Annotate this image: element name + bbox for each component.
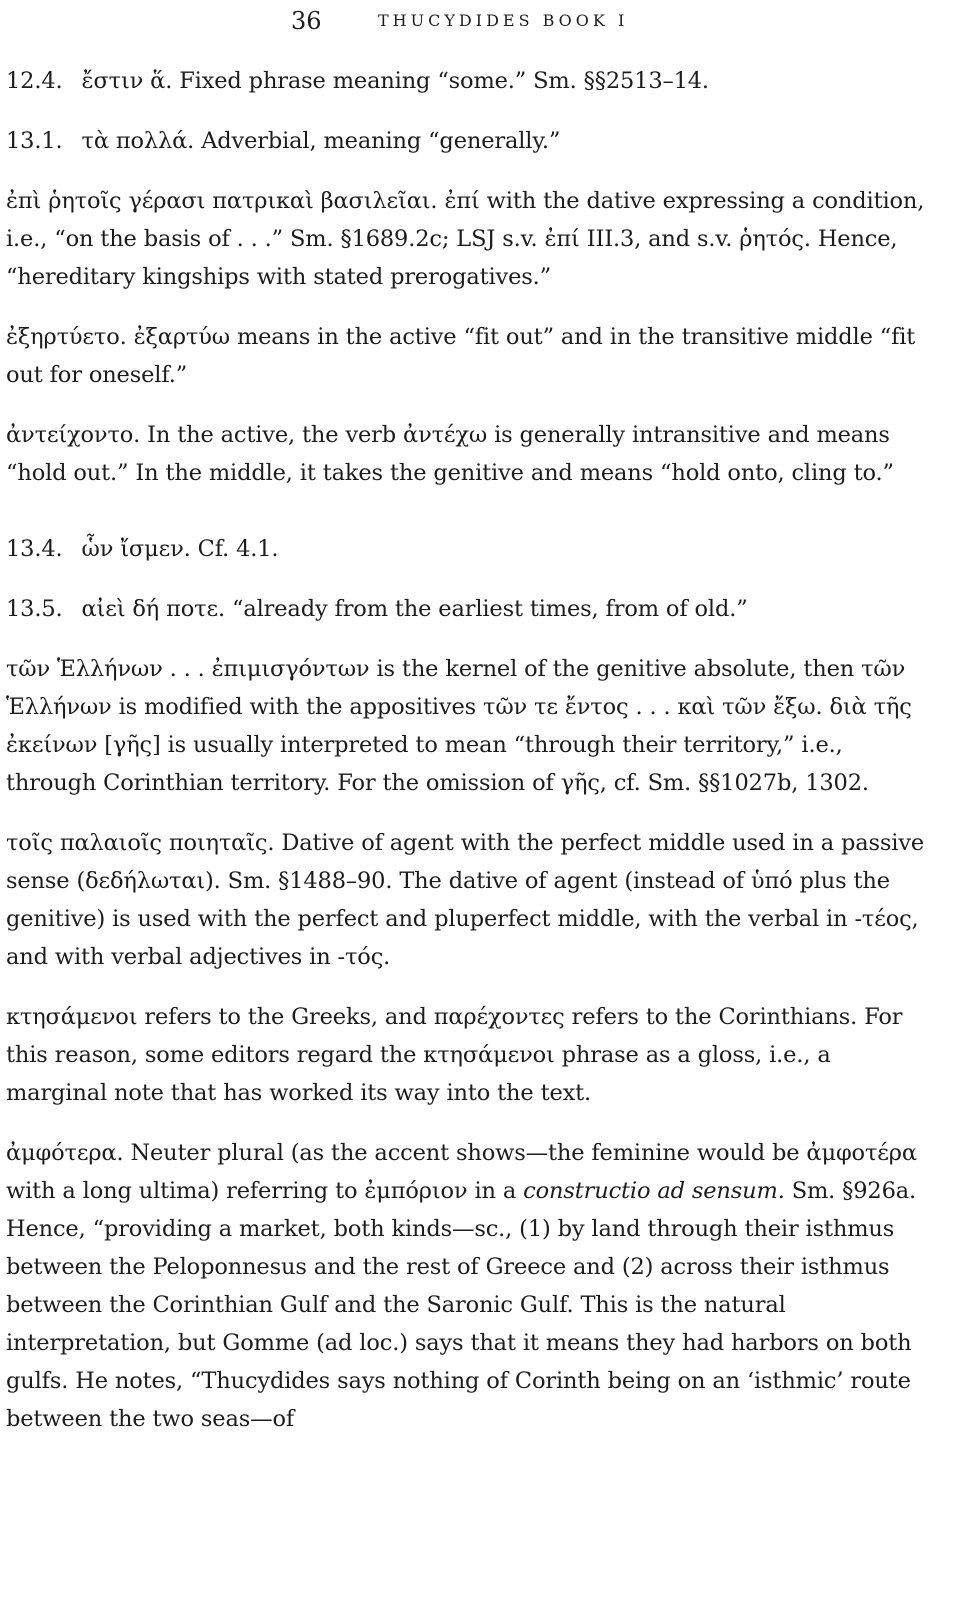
- greek-lemma: ἐπὶ ῥητοῖς γέρασι πατρικαὶ βασιλεῖαι.: [6, 188, 438, 214]
- greek-lemma: ἀμφότερα.: [6, 1140, 124, 1166]
- greek-lemma: ἔστιν ἅ.: [81, 68, 173, 94]
- entry-text: ἐπί with the dative expressing a condition, i.e., “on the basis of . . .” Sm. §1689.2c; LSJ s.v. ἐπί III.3, and s.v. ῥητός. Hence, “hereditary kingships with stated prerogatives.”: [6, 188, 925, 290]
- latin-phrase: constructio ad sensum.: [523, 1178, 785, 1204]
- entry-text-continued: Sm. §926a. Hence, “providing a market, both kinds—sc., (1) by land through their isthmus between the Peloponnesus and the rest of Greece and (2) across their isthmus between the Corinthian Gulf and the Saronic Gulf. This is the natural interpretation, but Gomme (ad loc.) says that it means they had harbors on both gulfs. He notes, “Thucydides says nothing of Corinth being on an ‘isthmic’ route between the two seas—of: [6, 1178, 917, 1432]
- greek-lemma: τῶν Ἑλλήνων . . . ἐπιμισγόντων: [6, 656, 370, 682]
- entry-text: refers to the Greeks, and παρέχοντες refers to the Corinthians. For this reason, some editors regard the κτησάμενοι phrase as a gloss, i.e., a marginal note that has worked its way into the text.: [6, 1004, 903, 1106]
- commentary-entry: [6, 1134, 936, 1438]
- commentary-entry: [6, 416, 936, 492]
- entry-text: is the kernel of the genitive absolute, then τῶν Ἑλλήνων is modified with the appositives τῶν τε ἔντος . . . καὶ τῶν ἔξω. διὰ τῆς ἐκείνων [γῆς] is usually interpreted to mean “through their territory,” i.e., through Corinthian territory. For the omission of γῆς, cf. Sm. §§1027b, 1302.: [6, 656, 912, 796]
- greek-lemma: ἐξηρτύετο.: [6, 324, 127, 350]
- entry-text: Fixed phrase meaning “some.” Sm. §§2513–14.: [179, 68, 709, 94]
- section-reference: 13.5.: [6, 596, 63, 622]
- commentary-entry: [6, 62, 936, 100]
- commentary-body: [6, 62, 936, 1460]
- greek-lemma: τοῖς παλαιοῖς ποιηταῖς.: [6, 830, 275, 856]
- greek-lemma: αἰεὶ δή ποτε.: [81, 596, 225, 622]
- greek-lemma: ἀντείχοντο.: [6, 422, 141, 448]
- greek-lemma: τὰ πολλά.: [81, 128, 195, 154]
- entry-text: Neuter plural (as the accent shows—the feminine would be ἀμφοτέρα with a long ultima) referring to ἐμπόριον in a: [6, 1140, 917, 1204]
- entry-text: In the active, the verb ἀντέχω is generally intransitive and means “hold out.” In the middle, it takes the genitive and means “hold onto, cling to.”: [6, 422, 894, 486]
- greek-lemma: κτησάμενοι: [6, 1004, 138, 1030]
- entry-text: ἐξαρτύω means in the active “fit out” and in the transitive middle “fit out for oneself.”: [6, 324, 916, 388]
- section-reference: 13.1.: [6, 128, 63, 154]
- commentary-entry: [6, 530, 936, 568]
- entry-text: Adverbial, meaning “generally.”: [201, 128, 561, 154]
- section-reference: 13.4.: [6, 536, 63, 562]
- running-title: THUCYDIDES BOOK I: [378, 11, 629, 30]
- commentary-entry: [6, 122, 936, 160]
- entry-text: Dative of agent with the perfect middle used in a passive sense (δεδήλωται). Sm. §1488–90. The dative of agent (instead of ὑπό plus the genitive) is used with the perfect and pluperfect middle, with the verbal in -τέος, and with verbal adjectives in -τός.: [6, 830, 925, 970]
- page-header: [0, 4, 960, 38]
- greek-lemma: ὧν ἴσμεν.: [81, 536, 191, 562]
- commentary-entry: [6, 590, 936, 628]
- page-number: 36: [291, 7, 322, 35]
- entry-text: Cf. 4.1.: [197, 536, 279, 562]
- commentary-entry: [6, 824, 936, 976]
- commentary-entry: [6, 182, 936, 296]
- section-reference: 12.4.: [6, 68, 63, 94]
- commentary-entry: [6, 998, 936, 1112]
- commentary-entry: [6, 650, 936, 802]
- entry-text: “already from the earliest times, from of old.”: [232, 596, 748, 622]
- commentary-entry: [6, 318, 936, 394]
